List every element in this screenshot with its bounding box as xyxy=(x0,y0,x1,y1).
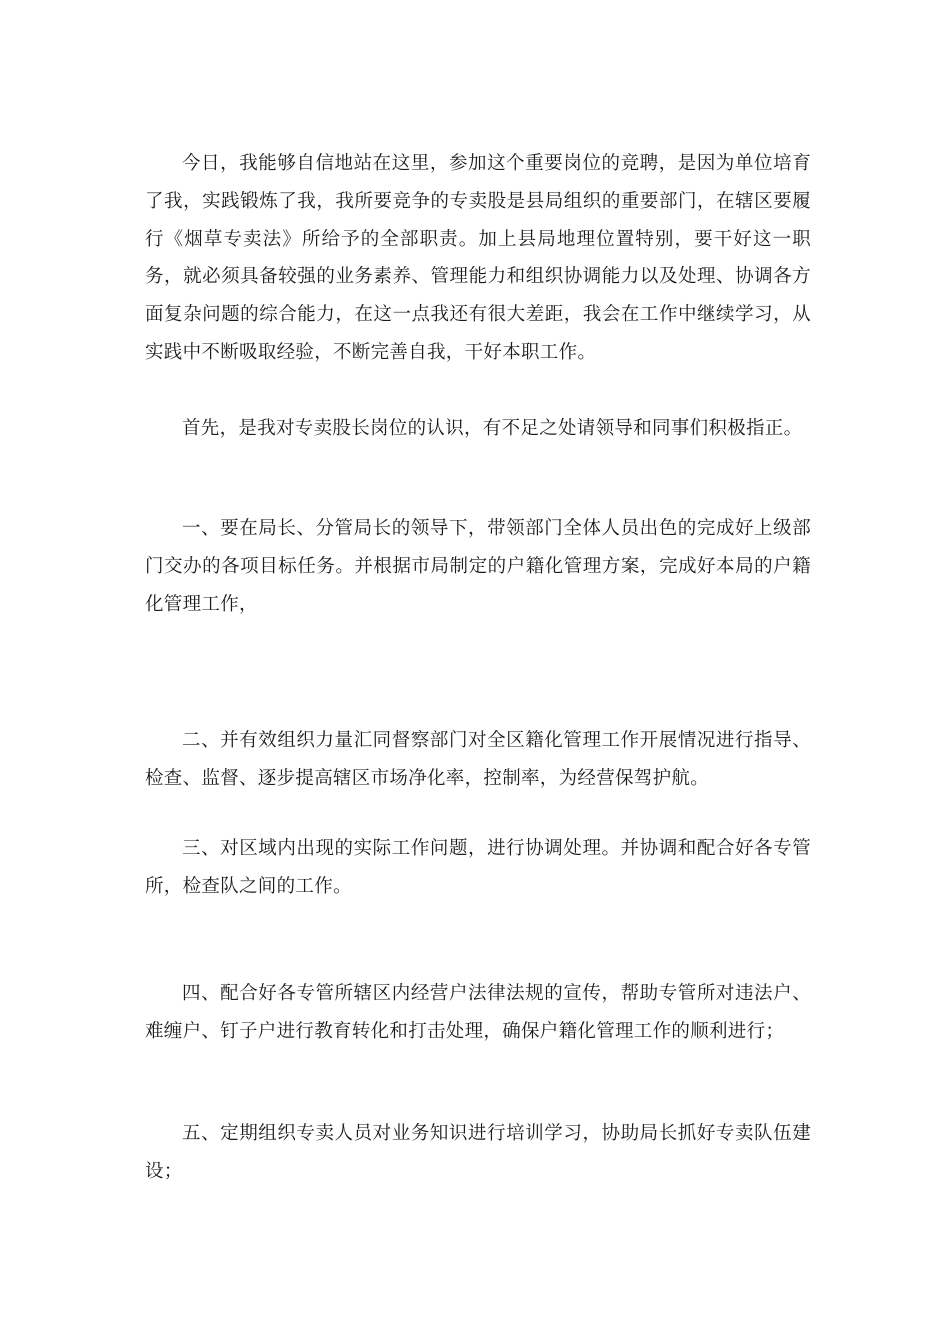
paragraph-item-4: 四、配合好各专管所辖区内经营户法律法规的宣传，帮助专管所对违法户、难缠户、钉子户进行教育转化和打击处理，确保户籍化管理工作的顺利进行； xyxy=(145,983,811,1042)
paragraph-item-1: 一、要在局长、分管局长的领导下，带领部门全体人员出色的完成好上级部门交办的各项目标任务。并根据市局制定的户籍化管理方案，完成好本局的户籍化管理工作， xyxy=(145,518,811,615)
paragraph-understanding: 首先，是我对专卖股长岗位的认识，有不足之处请领导和同事们积极指正。 xyxy=(182,418,803,439)
paragraph-item-5: 五、定期组织专卖人员对业务知识进行培训学习，协助局长抓好专卖队伍建设； xyxy=(145,1123,811,1182)
paragraph-item-3: 三、对区域内出现的实际工作问题，进行协调处理。并协调和配合好各专管所，检查队之间的工作。 xyxy=(145,838,811,897)
paragraph-item-2: 二、并有效组织力量汇同督察部门对全区籍化管理工作开展情况进行指导、检查、监督、逐步提高辖区市场净化率，控制率，为经营保驾护航。 xyxy=(145,730,811,789)
paragraph-intro: 今日，我能够自信地站在这里，参加这个重要岗位的竞聘，是因为单位培育了我，实践锻炼了我，我所要竞争的专卖股是县局组织的重要部门，在辖区要履行《烟草专卖法》所给予的全部职责。加上县局地理位置特别，要干好这一职务，就必须具备较强的业务素养、管理能力和组织协调能力以及处理、协调各方面复杂问题的综合能力，在这一点我还有很大差距，我会在工作中继续学习，从实践中不断吸取经验，不断完善自我，干好本职工作。 xyxy=(145,153,811,363)
